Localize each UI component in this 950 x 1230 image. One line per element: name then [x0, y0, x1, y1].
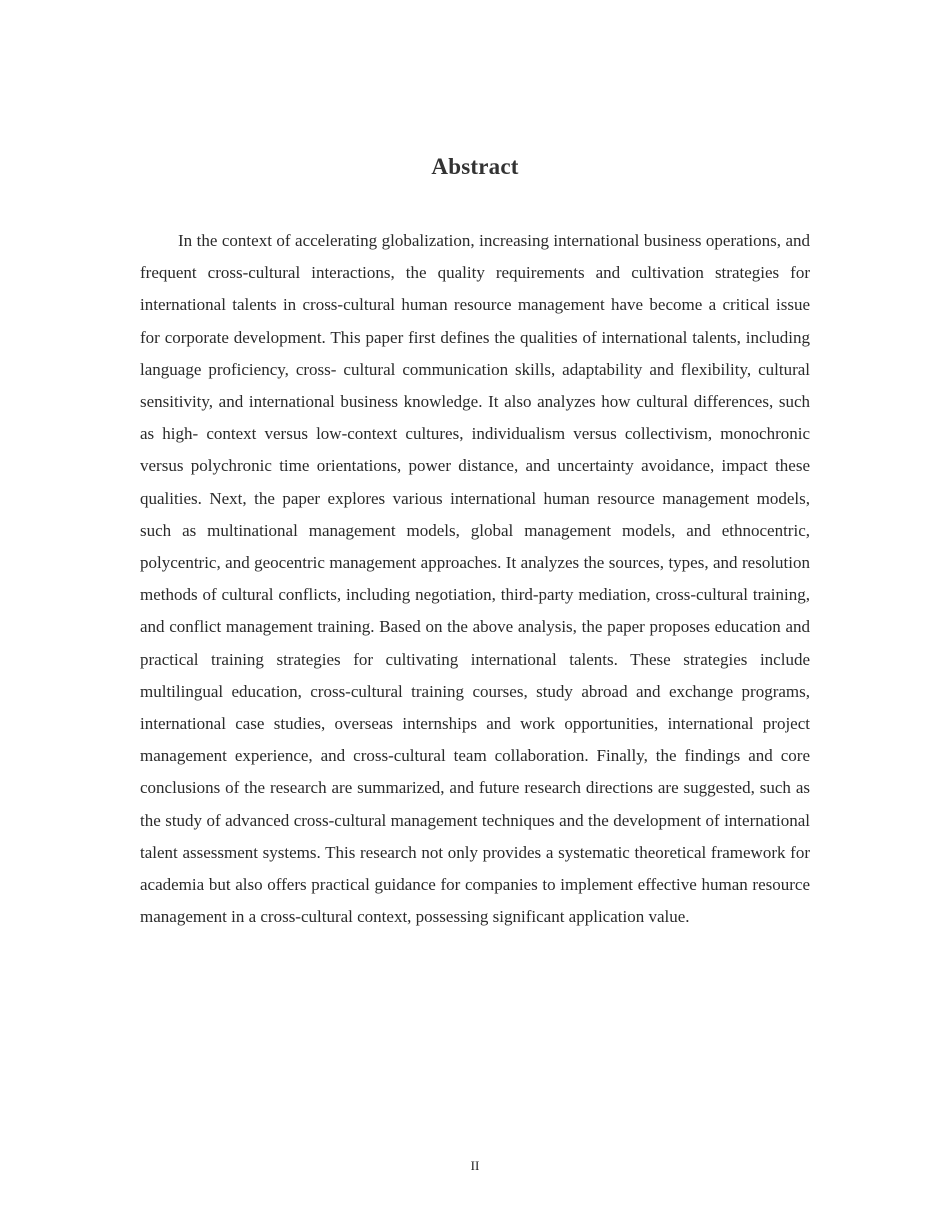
page-number: II: [470, 1158, 480, 1173]
abstract-heading: Abstract: [431, 154, 519, 179]
abstract-body-paragraph: In the context of accelerating globalization, increasing international business operations, and frequent cross-cultural interactions, the quality requirements and cultivation strategies for international talents in cross-cultural human resource management have become a critical issue for corporate development. This paper first defines the qualities of international talents, including language proficiency, cross- cultural communication skills, adaptability and flexibility, cultural sensitivity, and international business knowledge. It also analyzes how cultural differences, such as high- context versus low-context cultures, individualism versus collectivism, monochronic versus polychronic time orientations, power distance, and uncertainty avoidance, impact these qualities. Next, the paper explores various international human resource management models, such as multinational management models, global management models, and ethnocentric, polycentric, and geocentric management approaches. It analyzes the sources, types, and resolution methods of cultural conflicts, including negotiation, third-party mediation, cross-cultural training, and conflict management training. Based on the above analysis, the paper proposes education and practical training strategies for cultivating international talents. These strategies include multilingual education, cross-cultural training courses, study abroad and exchange programs, international case studies, overseas internships and work opportunities, international project management experience, and cross-cultural team collaboration. Finally, the findings and core conclusions of the research are summarized, and future research directions are suggested, such as the study of advanced cross-cultural management techniques and the development of international talent assessment systems. This research not only provides a systematic theoretical framework for academia but also offers practical guidance for companies to implement effective human resource management in a cross-cultural context, possessing significant application value.: [140, 231, 810, 927]
